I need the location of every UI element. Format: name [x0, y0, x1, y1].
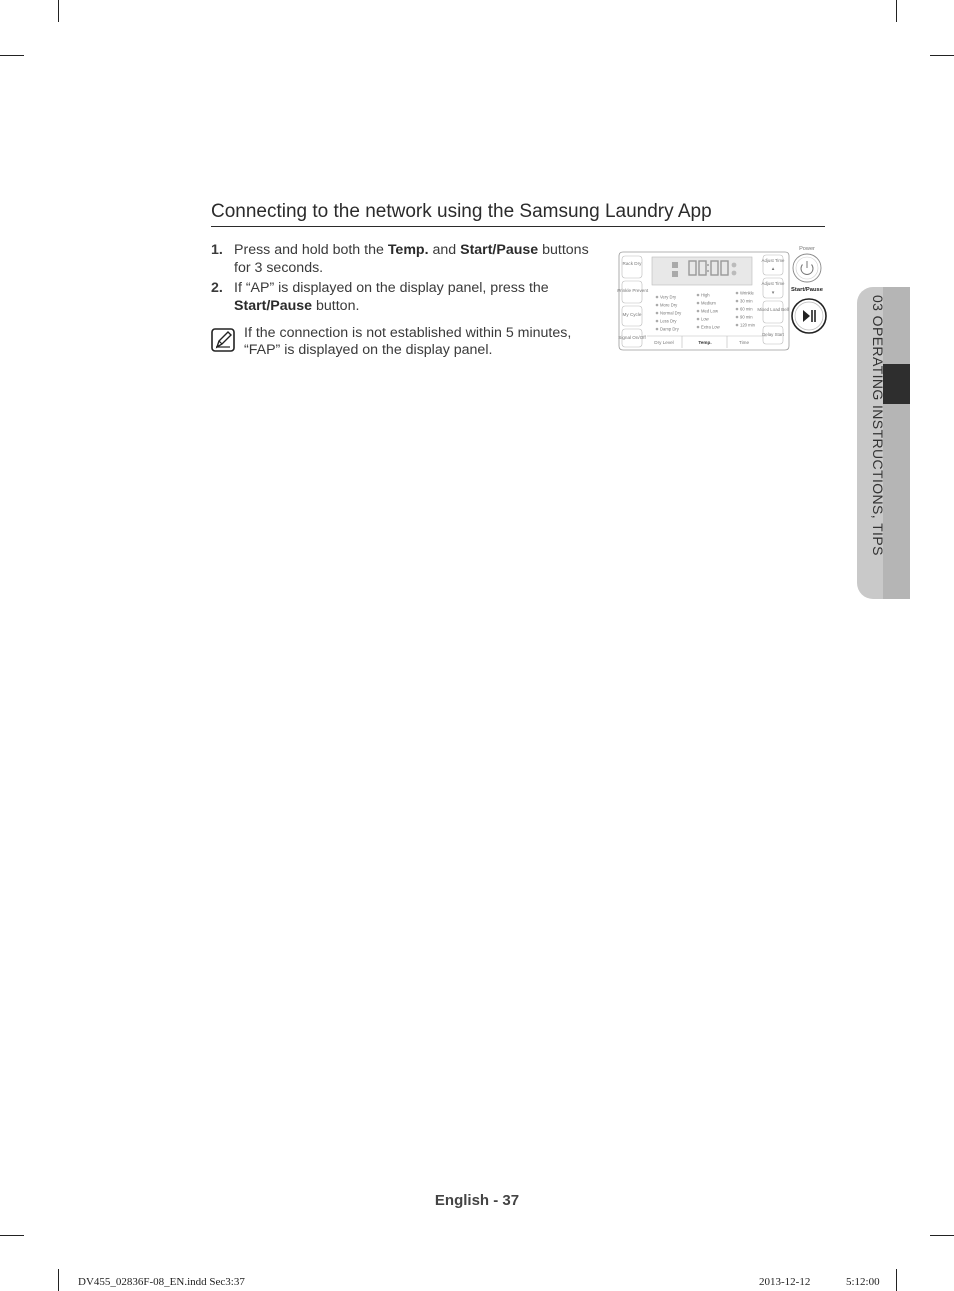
- svg-text:Medium: Medium: [701, 300, 716, 306]
- crop-mark: [930, 1235, 954, 1236]
- chapter-side-tab-bar: [883, 287, 910, 599]
- svg-text:▼: ▼: [770, 290, 776, 295]
- svg-text:Damp Dry: Damp Dry: [660, 326, 679, 332]
- start-pause-label: Start/Pause: [791, 287, 823, 293]
- svg-text:Very Dry: Very Dry: [660, 294, 677, 300]
- page-number: English - 37: [434, 1192, 520, 1209]
- panel-rack-dry-label: Rack Dry: [622, 261, 642, 266]
- slug-date: 2013-12-12: [759, 1276, 811, 1288]
- step-bold-text: Start/Pause: [460, 242, 539, 258]
- step-text: buttons for 3 seconds.: [234, 242, 589, 276]
- svg-text:Adjust Time: Adjust Time: [761, 281, 785, 286]
- svg-text:Low: Low: [701, 316, 709, 322]
- svg-text:Less Dry: Less Dry: [660, 318, 677, 324]
- svg-text:30 min: 30 min: [740, 298, 753, 304]
- svg-text:High: High: [701, 292, 710, 298]
- step-text: and: [428, 242, 461, 258]
- step-text: button.: [312, 298, 360, 314]
- crop-mark: [58, 1269, 59, 1291]
- svg-text:Mixed Load Bell: Mixed Load Bell: [757, 307, 789, 312]
- note-pencil-icon: [211, 328, 235, 357]
- crop-mark: [896, 0, 897, 22]
- crop-mark: [930, 55, 954, 56]
- step-item: [211, 279, 607, 315]
- step-bold-text: Temp.: [387, 242, 429, 258]
- svg-text:Adjust Time: Adjust Time: [761, 258, 785, 263]
- panel-my-cycle-label: My Cycle: [622, 312, 642, 317]
- svg-text:90 min: 90 min: [740, 314, 753, 320]
- svg-text:Delay Start: Delay Start: [762, 332, 784, 337]
- crop-mark: [58, 0, 59, 22]
- chapter-tab-label: 03 OPERATING INSTRUCTIONS, TIPS: [870, 295, 886, 556]
- svg-text:Extra Low: Extra Low: [701, 324, 720, 330]
- step-text: If “AP” is displayed on the display panel, press the: [234, 280, 549, 296]
- crop-mark: [0, 1235, 24, 1236]
- svg-text:Wrinkle: Wrinkle: [740, 290, 754, 296]
- panel-temp-tab: Temp.: [698, 340, 712, 345]
- power-label: Power: [799, 246, 815, 252]
- section-title: Connecting to the network using the Samsung Laundry App: [211, 201, 825, 227]
- step-number: 1.: [211, 242, 223, 258]
- slug-time: 5:12:00: [846, 1276, 880, 1288]
- svg-text:More Dry: More Dry: [660, 302, 678, 308]
- svg-text:Normal Dry: Normal Dry: [660, 310, 682, 316]
- chapter-indicator: [883, 364, 910, 404]
- step-text: Press and hold both the: [234, 242, 388, 258]
- svg-text:60 min: 60 min: [740, 306, 753, 312]
- crop-mark: [896, 1269, 897, 1291]
- steps-list: [211, 241, 607, 317]
- svg-text:Med Low: Med Low: [701, 308, 718, 314]
- panel-time-tab: Time: [738, 340, 750, 345]
- panel-wrinkle-prevent-label: Wrinkle Prevent: [617, 288, 649, 293]
- svg-text:120 min: 120 min: [740, 322, 755, 328]
- control-panel-illustration: [617, 240, 829, 365]
- step-number: 2.: [211, 280, 223, 296]
- note-text: If the connection is not established within 5 minutes, “FAP” is displayed on the display panel.: [244, 325, 572, 358]
- slug-file: DV455_02836F-08_EN.indd Sec3:37: [78, 1276, 245, 1288]
- panel-signal-label: Signal On/Off: [618, 335, 646, 340]
- panel-dry-level-tab: Dry Level: [654, 340, 674, 345]
- crop-mark: [0, 55, 24, 56]
- step-item: [211, 241, 607, 277]
- step-bold-text: Start/Pause: [234, 298, 313, 314]
- svg-text:▲: ▲: [770, 266, 776, 271]
